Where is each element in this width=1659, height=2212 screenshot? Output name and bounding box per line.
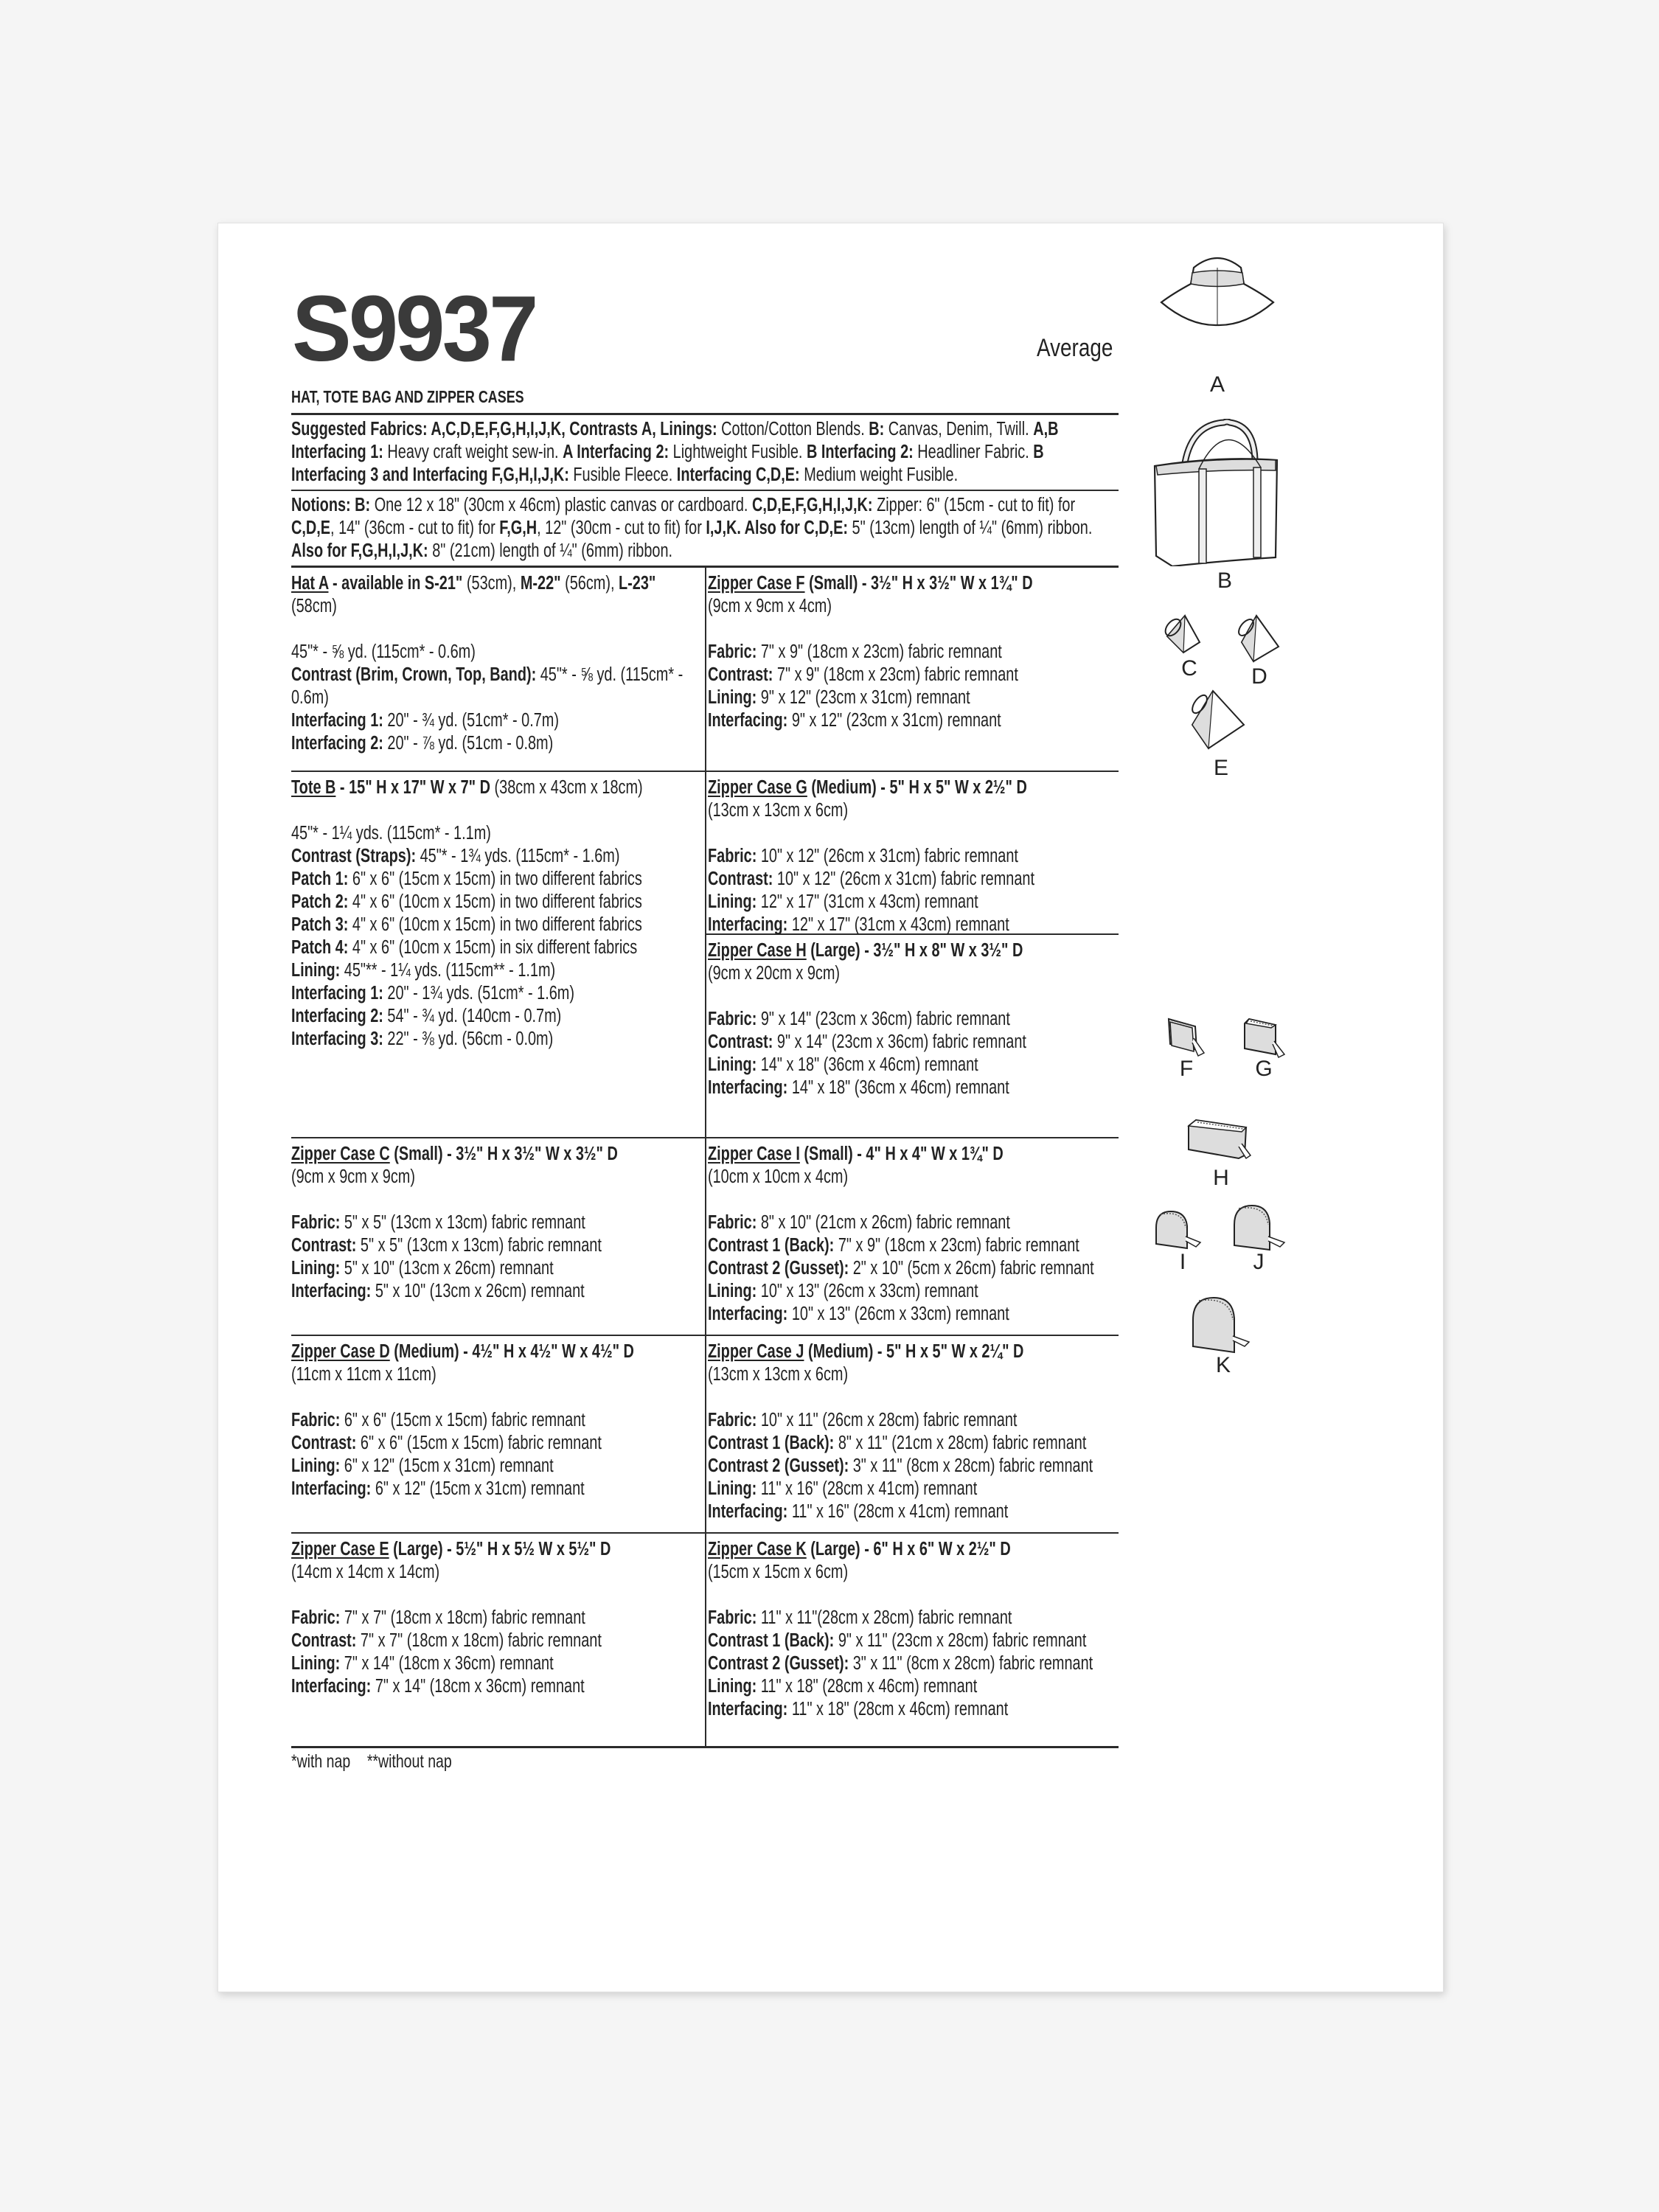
view-name: Tote B — [291, 777, 336, 798]
suggested-fabrics-label: B Interfacing 2: — [806, 442, 914, 462]
view-dimensions-label: (Large) - 3½" H x 8" W x 3½" D — [806, 940, 1023, 961]
view-cell-zipper-case-f — [705, 568, 1119, 772]
notions-label: C,D,E — [291, 518, 331, 538]
requirement-value: 4" x 6" (10cm x 15cm) in two different fabrics — [348, 891, 642, 912]
requirement-label: Contrast (Brim, Crown, Top, Band): — [291, 664, 537, 685]
requirement-line — [291, 891, 705, 914]
spacer — [708, 985, 1119, 1008]
spacer — [291, 799, 705, 822]
requirement-value: 3" x 11" (8cm x 28cm) fabric remnant — [849, 1455, 1093, 1476]
view-requirements — [291, 1143, 705, 1303]
spacer — [708, 1584, 1119, 1607]
requirement-label: Lining: — [708, 891, 757, 912]
requirement-value: 4" x 6" (10cm x 15cm) in six different fabrics — [348, 937, 638, 958]
requirement-value: 6" x 6" (15cm x 15cm) in two different fabrics — [348, 869, 642, 889]
view-label-c: C — [1181, 656, 1197, 681]
requirement-label: Fabric: — [291, 1212, 341, 1233]
requirement-value: 7" x 7" (18cm x 18cm) fabric remnant — [356, 1630, 602, 1651]
requirement-label: Lining: — [708, 1676, 757, 1697]
view-title — [708, 776, 1119, 799]
view-name: Hat A — [291, 573, 329, 594]
view-cell-zipper-case-g — [705, 772, 1119, 935]
requirement-value: 45"** - 1¼ yds. (115cm** - 1.1m) — [340, 960, 556, 981]
view-title — [708, 1143, 1119, 1166]
requirement-label: Interfacing: — [708, 1699, 788, 1719]
box-zipper-pouch-icon-g — [1242, 1016, 1286, 1062]
view-dimensions-value: (56cm), — [560, 573, 619, 594]
suggested-fabrics-value: Medium weight Fusible. — [799, 465, 959, 485]
requirement-label: Interfacing: — [708, 1501, 788, 1522]
view-requirements — [291, 572, 705, 755]
requirement-line — [291, 709, 705, 732]
pyramid-pouch-icon-c — [1164, 614, 1205, 655]
pattern-envelope-back — [218, 223, 1444, 1992]
yardage-table — [291, 566, 1119, 1748]
requirement-line — [708, 1652, 1119, 1675]
requirement-value: 6" x 6" (15cm x 15cm) fabric remnant — [340, 1410, 585, 1430]
view-requirements — [708, 1143, 1119, 1326]
pattern-title: HAT, TOTE BAG AND ZIPPER CASES — [291, 387, 524, 406]
view-title — [708, 939, 1119, 962]
view-label-j: J — [1253, 1250, 1265, 1274]
requirement-value: 14" x 18" (36cm x 46cm) remnant — [787, 1077, 1009, 1098]
requirement-line — [291, 936, 705, 959]
requirement-value: 9" x 12" (23cm x 31cm) remnant — [757, 687, 970, 708]
requirement-value: 20" - ¾ yd. (51cm* - 0.7m) — [383, 710, 559, 731]
view-name: Zipper Case D — [291, 1341, 390, 1362]
requirement-label: Patch 3: — [291, 914, 349, 935]
requirement-line — [708, 686, 1119, 709]
view-title — [291, 572, 705, 618]
view-label-k: K — [1215, 1353, 1231, 1377]
requirement-label: Lining: — [708, 687, 757, 708]
view-requirements — [291, 1538, 705, 1698]
view-cell-zipper-case-k — [705, 1534, 1119, 1746]
requirement-label: Interfacing 1: — [291, 983, 383, 1004]
view-name: Zipper Case C — [291, 1144, 390, 1164]
requirement-label: Lining: — [291, 960, 341, 981]
requirement-value: 6" x 12" (15cm x 31cm) remnant — [371, 1478, 585, 1499]
requirement-value: 5" x 5" (13cm x 13cm) fabric remnant — [356, 1235, 602, 1256]
requirement-value: 7" x 9" (18cm x 23cm) fabric remnant — [773, 664, 1018, 685]
view-dimensions-label: (Large) - 5½" H x 5½ W x 5½" D — [389, 1539, 611, 1559]
view-requirements — [708, 939, 1119, 1099]
requirement-line — [291, 732, 705, 755]
requirement-value: 9" x 12" (23cm x 31cm) remnant — [787, 710, 1001, 731]
requirement-line — [708, 1257, 1119, 1280]
requirement-label: Interfacing 3: — [291, 1029, 383, 1049]
requirement-value: 11" x 16" (28cm x 41cm) remnant — [757, 1478, 978, 1499]
notions-label: F,G,H — [499, 518, 538, 538]
view-title — [708, 1538, 1119, 1561]
pattern-number: S9937 — [292, 276, 536, 380]
view-metric-dimensions: (9cm x 9cm x 4cm) — [708, 596, 832, 616]
spacer — [291, 618, 705, 641]
requirement-line — [291, 1280, 705, 1303]
notions-value: , 12" (30cm - cut to fit) for — [537, 518, 706, 538]
suggested-fabrics-value: Fusible Fleece. — [568, 465, 677, 485]
view-title — [291, 1538, 705, 1561]
requirement-label: Contrast: — [291, 1433, 357, 1453]
requirement-line — [708, 1008, 1119, 1031]
dome-zipper-pouch-icon-j — [1231, 1204, 1289, 1253]
requirement-label: Contrast: — [291, 1630, 357, 1651]
requirement-line — [291, 1455, 705, 1478]
view-dimensions-label: (Small) - 4" H x 4" W x 1¾" D — [799, 1144, 1004, 1164]
requirement-label: Contrast: — [708, 869, 773, 889]
view-requirements — [708, 572, 1119, 732]
spacer — [291, 1189, 705, 1211]
suggested-fabrics-value: Heavy craft weight sew-in. — [383, 442, 563, 462]
requirement-value: 4" x 6" (10cm x 15cm) in two different fabrics — [348, 914, 642, 935]
view-metric-dimensions: (9cm x 9cm x 9cm) — [291, 1166, 415, 1187]
requirement-line — [291, 1409, 705, 1432]
view-metric-dimensions: (9cm x 20cm x 9cm) — [708, 963, 841, 984]
requirement-value: 5" x 10" (13cm x 26cm) remnant — [340, 1258, 554, 1279]
requirement-label: Fabric: — [291, 1607, 341, 1628]
requirement-line — [291, 1675, 705, 1698]
requirement-value: 54" - ¾ yd. (140cm - 0.7m) — [383, 1006, 562, 1026]
view-name: Zipper Case F — [708, 573, 805, 594]
view-dimensions-label: L-23" — [619, 573, 656, 594]
requirement-line — [708, 1077, 1119, 1099]
requirement-value: 20" - 1¾ yds. (51cm* - 1.6m) — [383, 983, 574, 1004]
requirement-value: 3" x 11" (8cm x 28cm) fabric remnant — [849, 1653, 1093, 1674]
requirement-line — [708, 1031, 1119, 1054]
requirement-line — [291, 914, 705, 936]
view-dimensions-label: (Large) - 6" H x 6" W x 2½" D — [806, 1539, 1011, 1559]
requirement-value: 45"* - ⅝ yd. (115cm* - 0.6m) — [291, 641, 476, 662]
requirement-value: 12" x 17" (31cm x 43cm) remnant — [757, 891, 978, 912]
view-cell-zipper-case-d — [291, 1336, 705, 1534]
requirement-label: Contrast 2 (Gusset): — [708, 1258, 849, 1279]
view-label-b: B — [1217, 568, 1233, 593]
view-dimensions-label: (Small) - 3½" H x 3½" W x 3½" D — [389, 1144, 618, 1164]
requirement-label: Lining: — [291, 1653, 341, 1674]
requirement-line — [291, 822, 705, 845]
requirement-line — [291, 959, 705, 982]
view-name: Zipper Case H — [708, 940, 807, 961]
requirement-value: 7" x 9" (18cm x 23cm) fabric remnant — [757, 641, 1002, 662]
requirement-value: 10" x 12" (26cm x 31cm) fabric remnant — [773, 869, 1035, 889]
suggested-fabrics-label: Interfacing C,D,E: — [676, 465, 800, 485]
footnotes — [291, 1751, 936, 1773]
requirement-label: Interfacing: — [708, 1077, 788, 1098]
footnote-without-nap: **without nap — [366, 1751, 452, 1772]
suggested-fabrics-label: B Interfacing 3 and Interfacing F,G,H,I,J,K: — [291, 442, 1044, 485]
requirement-label: Lining: — [708, 1054, 757, 1075]
requirement-label: Fabric: — [708, 846, 757, 866]
view-metric-dimensions: (10cm x 10cm x 4cm) — [708, 1166, 849, 1187]
view-dimensions-label: - 15" H x 17" W x 7" D — [335, 777, 490, 798]
requirement-label: Contrast 2 (Gusset): — [708, 1455, 849, 1476]
requirement-line — [708, 1500, 1119, 1523]
pencil-case-icon-h — [1186, 1117, 1253, 1160]
spacer — [291, 1584, 705, 1607]
view-label-i: I — [1179, 1250, 1186, 1274]
requirement-line — [708, 1211, 1119, 1234]
requirement-value: 20" - ⅞ yd. (51cm - 0.8m) — [383, 733, 554, 754]
view-dimensions-label: (Medium) - 5" H x 5" W x 2½" D — [807, 777, 1027, 798]
suggested-fabrics-value: Canvas, Denim, Twill. — [884, 419, 1034, 439]
requirement-line — [291, 664, 705, 709]
view-metric-dimensions: (14cm x 14cm x 14cm) — [291, 1562, 440, 1582]
requirement-line — [708, 1303, 1119, 1326]
requirement-value: 9" x 11" (23cm x 28cm) fabric remnant — [834, 1630, 1087, 1651]
requirement-value: 10" x 13" (26cm x 33cm) remnant — [757, 1281, 978, 1301]
requirement-value: 8" x 11" (21cm x 28cm) fabric remnant — [834, 1433, 1087, 1453]
requirement-value: 6" x 12" (15cm x 31cm) remnant — [340, 1455, 554, 1476]
view-cell-zipper-case-j — [705, 1336, 1119, 1534]
requirement-line — [708, 868, 1119, 891]
requirement-value: 10" x 11" (26cm x 28cm) fabric remnant — [757, 1410, 1018, 1430]
view-label-a: A — [1209, 372, 1225, 397]
requirement-value: 2" x 10" (5cm x 26cm) fabric remnant — [849, 1258, 1094, 1279]
spacer — [708, 1189, 1119, 1211]
view-name: Zipper Case K — [708, 1539, 807, 1559]
view-cell-zipper-case-i — [705, 1138, 1119, 1336]
requirement-label: Contrast: — [291, 1235, 357, 1256]
footnote-with-nap: *with nap — [291, 1751, 351, 1772]
requirement-value: 11" x 18" (28cm x 46cm) remnant — [757, 1676, 978, 1697]
requirement-line — [291, 1607, 705, 1630]
requirement-value: 45"* - 1¼ yds. (115cm* - 1.1m) — [291, 823, 491, 844]
view-label-g: G — [1255, 1057, 1273, 1081]
requirement-label: Interfacing 2: — [291, 733, 383, 754]
suggested-fabrics — [291, 415, 1119, 490]
requirement-line — [291, 1432, 705, 1455]
view-dimensions-label: (Medium) - 5" H x 5" W x 2¼" D — [804, 1341, 1024, 1362]
view-cell-zipper-case-h — [705, 935, 1119, 1138]
requirement-value: 7" x 7" (18cm x 18cm) fabric remnant — [340, 1607, 585, 1628]
requirement-value: 10" x 13" (26cm x 33cm) remnant — [787, 1304, 1009, 1324]
view-label-f: F — [1179, 1057, 1194, 1081]
requirement-value: 11" x 16" (28cm x 41cm) remnant — [787, 1501, 1009, 1522]
requirement-label: Contrast 1 (Back): — [708, 1433, 835, 1453]
suggested-fabrics-value: Cotton/Cotton Blends. — [717, 419, 869, 439]
notions-value: 5" (13cm) length of ¼" (6mm) ribbon. — [848, 518, 1093, 538]
requirement-label: Fabric: — [291, 1410, 341, 1430]
view-dimensions-value: (53cm), — [462, 573, 521, 594]
view-requirements — [708, 1538, 1119, 1721]
view-dimensions-value: (38cm x 43cm x 18cm) — [490, 777, 643, 798]
view-name: Zipper Case G — [708, 777, 807, 798]
requirement-line — [708, 891, 1119, 914]
requirement-value: 9" x 14" (23cm x 36cm) fabric remnant — [757, 1009, 1010, 1029]
requirement-line — [708, 664, 1119, 686]
requirement-label: Contrast (Straps): — [291, 846, 417, 866]
requirement-line — [708, 1675, 1119, 1698]
requirement-value: 9" x 14" (23cm x 36cm) fabric remnant — [773, 1032, 1026, 1052]
spacer — [708, 1386, 1119, 1409]
requirement-value: 5" x 10" (13cm x 26cm) remnant — [371, 1281, 585, 1301]
view-name: Zipper Case E — [291, 1539, 389, 1559]
requirement-label: Lining: — [291, 1258, 341, 1279]
notions-value: Zipper: 6" (15cm - cut to fit) for — [872, 495, 1076, 515]
requirement-label: Contrast: — [708, 664, 773, 685]
requirement-label: Interfacing: — [291, 1676, 372, 1697]
view-title — [291, 1143, 705, 1166]
requirement-label: Interfacing: — [708, 1304, 788, 1324]
requirement-line — [708, 1432, 1119, 1455]
requirement-line — [708, 1607, 1119, 1630]
requirement-label: Lining: — [291, 1455, 341, 1476]
requirement-label: Fabric: — [708, 1607, 757, 1628]
view-requirements — [291, 776, 705, 1051]
requirement-line — [708, 1054, 1119, 1077]
suggested-fabrics-label: B: — [869, 419, 885, 439]
view-title — [708, 572, 1119, 595]
notions — [291, 491, 1119, 566]
requirement-line — [291, 845, 705, 868]
view-dimensions-label: - available in S-21" — [328, 573, 463, 594]
view-metric-dimensions: (13cm x 13cm x 6cm) — [708, 1364, 849, 1385]
requirement-line — [291, 1257, 705, 1280]
view-dimensions-value: (58cm) — [291, 596, 337, 616]
view-dimensions-label: M-22" — [520, 573, 561, 594]
view-metric-dimensions: (13cm x 13cm x 6cm) — [708, 800, 849, 821]
requirement-label: Contrast 1 (Back): — [708, 1235, 835, 1256]
requirement-label: Contrast: — [708, 1032, 773, 1052]
view-label-h: H — [1213, 1166, 1229, 1190]
requirement-line — [291, 1652, 705, 1675]
requirement-line — [708, 709, 1119, 732]
view-requirements — [291, 1340, 705, 1500]
view-dimensions-label: (Small) - 3½" H x 3½" W x 1¾" D — [804, 573, 1033, 594]
requirement-value: 10" x 12" (26cm x 31cm) fabric remnant — [757, 846, 1018, 866]
spacer — [291, 1386, 705, 1409]
view-metric-dimensions: (15cm x 15cm x 6cm) — [708, 1562, 849, 1582]
requirement-line — [291, 641, 705, 664]
notions-label: Also for F,G,H,I,J,K: — [291, 540, 428, 561]
view-metric-dimensions: (11cm x 11cm x 11cm) — [291, 1364, 437, 1385]
requirement-label: Fabric: — [708, 1212, 757, 1233]
requirement-value: 12" x 17" (31cm x 43cm) remnant — [787, 914, 1009, 935]
requirement-line — [291, 1028, 705, 1051]
requirements-content — [291, 387, 1119, 1773]
difficulty-level: Average — [1037, 334, 1113, 362]
notions-value: 8" (21cm) length of ¼" (6mm) ribbon. — [428, 540, 673, 561]
requirement-value: 7" x 9" (18cm x 23cm) fabric remnant — [834, 1235, 1079, 1256]
requirement-line — [708, 1455, 1119, 1478]
notions-label: Notions: B: — [291, 495, 371, 515]
requirement-line — [708, 1630, 1119, 1652]
view-cell-hat-a — [291, 568, 705, 772]
requirement-line — [291, 1211, 705, 1234]
notions-label: I,J,K. Also for C,D,E: — [706, 518, 849, 538]
requirement-value: 14" x 18" (36cm x 46cm) remnant — [757, 1054, 978, 1075]
view-name: Zipper Case I — [708, 1144, 800, 1164]
suggested-fabrics-value: Lightweight Fusible. — [669, 442, 807, 462]
requirement-label: Lining: — [708, 1281, 757, 1301]
notions-value: One 12 x 18" (30cm x 46cm) plastic canvas or cardboard. — [370, 495, 752, 515]
requirement-label: Patch 1: — [291, 869, 349, 889]
box-zipper-pouch-icon-f — [1164, 1016, 1207, 1059]
dome-zipper-pouch-icon-k — [1190, 1296, 1251, 1355]
view-title — [291, 1340, 705, 1363]
requirement-line — [708, 1409, 1119, 1432]
requirement-line — [291, 1630, 705, 1652]
requirement-label: Lining: — [708, 1478, 757, 1499]
tote-bag-icon — [1153, 419, 1283, 566]
requirement-label: Fabric: — [708, 1410, 757, 1430]
requirement-label: Interfacing 1: — [291, 710, 383, 731]
requirement-line — [291, 1478, 705, 1500]
view-cell-zipper-case-c — [291, 1138, 705, 1336]
requirement-label: Interfacing: — [708, 914, 788, 935]
view-cell-zipper-case-e — [291, 1534, 705, 1746]
bucket-hat-icon — [1158, 253, 1276, 327]
requirement-line — [708, 1698, 1119, 1721]
requirement-value: 11" x 18" (28cm x 46cm) remnant — [787, 1699, 1009, 1719]
requirement-label: Interfacing: — [708, 710, 788, 731]
spacer — [708, 618, 1119, 641]
view-requirements — [708, 776, 1119, 936]
requirement-label: Patch 4: — [291, 937, 349, 958]
suggested-fabrics-label: A Interfacing 2: — [563, 442, 669, 462]
pyramid-pouch-icon-d — [1236, 614, 1281, 663]
suggested-fabrics-value: Headliner Fabric. — [913, 442, 1034, 462]
suggested-fabrics-label: A,B Interfacing 1: — [291, 419, 1059, 462]
notions-label: C,D,E,F,G,H,I,J,K: — [751, 495, 873, 515]
requirement-line — [708, 641, 1119, 664]
spacer — [708, 822, 1119, 845]
requirement-label: Contrast 1 (Back): — [708, 1630, 835, 1651]
view-label-d: D — [1251, 664, 1267, 689]
requirement-label: Contrast 2 (Gusset): — [708, 1653, 849, 1674]
requirement-line — [708, 1478, 1119, 1500]
pyramid-pouch-icon-e — [1189, 689, 1245, 750]
requirement-line — [708, 845, 1119, 868]
requirement-label: Interfacing 2: — [291, 1006, 383, 1026]
view-title — [708, 1340, 1119, 1363]
requirement-line — [291, 1005, 705, 1028]
requirement-value: 22" - ⅜ yd. (56cm - 0.0m) — [383, 1029, 554, 1049]
requirement-line — [291, 982, 705, 1005]
requirement-label: Fabric: — [708, 1009, 757, 1029]
requirement-value: 45"* - ⅝ yd. (115cm* - 0.6m) — [291, 664, 684, 708]
dome-zipper-pouch-icon-i — [1153, 1210, 1206, 1250]
requirement-label: Patch 2: — [291, 891, 349, 912]
requirement-value: 8" x 10" (21cm x 26cm) fabric remnant — [757, 1212, 1010, 1233]
requirement-label: Interfacing: — [291, 1281, 372, 1301]
requirement-line — [708, 1280, 1119, 1303]
requirement-label: Fabric: — [708, 641, 757, 662]
view-dimensions-label: (Medium) - 4½" H x 4½" W x 4½" D — [389, 1341, 634, 1362]
requirement-line — [708, 1234, 1119, 1257]
requirement-line — [291, 868, 705, 891]
requirement-line — [291, 1234, 705, 1257]
requirement-value: 6" x 6" (15cm x 15cm) fabric remnant — [356, 1433, 602, 1453]
requirement-value: 11" x 11"(28cm x 28cm) fabric remnant — [757, 1607, 1012, 1628]
requirement-label: Interfacing: — [291, 1478, 372, 1499]
view-label-e: E — [1213, 756, 1229, 780]
view-title — [291, 776, 705, 799]
view-requirements — [708, 1340, 1119, 1523]
suggested-fabrics-label: Suggested Fabrics: A,C,D,E,F,G,H,I,J,K, Contrasts A, Linings: — [291, 419, 717, 439]
notions-value: , 14" (36cm - cut to fit) for — [330, 518, 500, 538]
view-name: Zipper Case J — [708, 1341, 804, 1362]
requirement-value: 5" x 5" (13cm x 13cm) fabric remnant — [340, 1212, 585, 1233]
requirement-value: 7" x 14" (18cm x 36cm) remnant — [340, 1653, 554, 1674]
requirement-line — [708, 914, 1119, 936]
view-cell-tote-b — [291, 772, 705, 1138]
requirement-value: 7" x 14" (18cm x 36cm) remnant — [371, 1676, 585, 1697]
requirement-value: 45"* - 1¾ yds. (115cm* - 1.6m) — [416, 846, 620, 866]
